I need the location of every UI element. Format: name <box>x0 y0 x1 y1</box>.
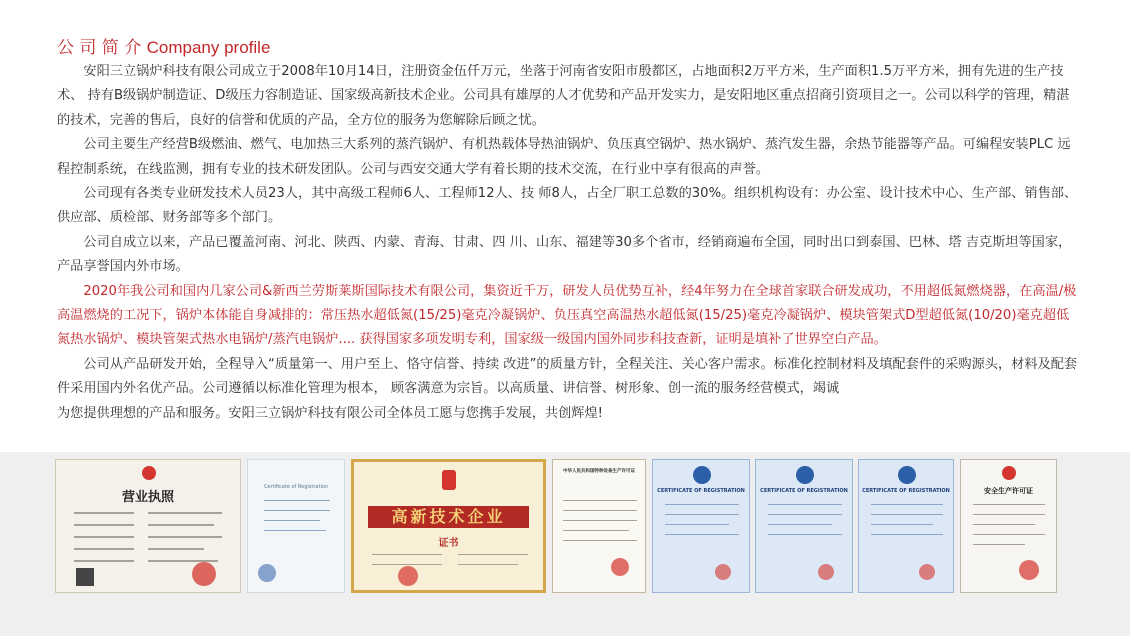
official-seal-icon <box>398 566 418 586</box>
paragraph-closing: 为您提供理想的产品和服务。安阳三立锅炉科技有限公司全体员工愿与您携手发展，共创辉煌! <box>57 405 603 421</box>
text-line <box>74 536 134 538</box>
text-line <box>973 534 1045 535</box>
certificate-registration <box>247 459 345 593</box>
text-line <box>768 504 842 505</box>
official-seal-icon <box>818 564 834 580</box>
text-line <box>372 554 442 555</box>
national-emblem-icon <box>1002 466 1016 480</box>
text-line <box>563 540 637 541</box>
text-line <box>74 524 134 526</box>
text-line <box>74 512 134 514</box>
official-seal-icon <box>919 564 935 580</box>
text-line <box>148 524 214 526</box>
certificate-manufacture-permit <box>552 459 646 593</box>
national-emblem-icon <box>142 466 156 480</box>
text-line <box>665 524 729 525</box>
certificate-title: 安全生产许可证 <box>984 487 1033 495</box>
certification-logo-icon <box>898 466 916 484</box>
text-line <box>264 520 320 521</box>
official-seal-icon <box>192 562 216 586</box>
text-line <box>563 500 637 501</box>
official-seal-icon <box>715 564 731 580</box>
certificate-title: Certificate of Registration <box>263 484 329 490</box>
paragraph-rnd-highlight: 2020年我公司和国内几家公司&新西兰劳斯莱斯国际技术有限公司，集资近千万，研发人员优势互补，经4年努力在全球首家联合研发成功，不用超低氮燃烧器，在高温/极高温燃烧的工况下，锅炉本体能自身减排的：常压热水超低氮(15/25)毫克冷凝锅炉、负压真空高温热水超低氮(15/25)毫克冷凝锅炉、模块管架式D型超低氮(10/20)毫克超低氮热水锅炉、模块管架式热水电锅炉/蒸汽电锅炉.... 获得国家多项发明专利，国家级一级国内国外同步科技查新，证明是填补了世界空白产品。 <box>57 283 1077 348</box>
text-line <box>871 524 933 525</box>
certification-logo-icon <box>693 466 711 484</box>
official-seal-icon <box>611 558 629 576</box>
text-line <box>973 524 1035 525</box>
official-seal-icon <box>1019 560 1039 580</box>
certificate-cqc-registration-2 <box>755 459 853 593</box>
section-title-zh: 公 司 简 介 <box>57 38 142 58</box>
paragraph-market: 公司自成立以来，产品已覆盖河南、河北、陕西、内蒙、青海、甘肃、四 川、山东、福建等30多个省市，经销商遍布全国，同时出口到泰国、巴林、塔 吉克斯坦等国家，产品享誉国内外市场。 <box>57 234 1072 275</box>
text-line <box>148 536 222 538</box>
text-line <box>148 512 222 514</box>
section-title-en: Company profile <box>146 38 271 57</box>
text-line <box>264 510 330 511</box>
text-line <box>768 534 842 535</box>
section-title <box>57 33 270 58</box>
certificate-safety-permit <box>960 459 1057 593</box>
text-line <box>665 514 739 515</box>
text-line <box>973 514 1045 515</box>
text-line <box>74 560 134 562</box>
qr-code-icon <box>76 568 94 586</box>
text-line <box>372 564 442 565</box>
text-line <box>768 524 832 525</box>
paragraph-staff: 公司现有各类专业研发技术人员23人，其中高级工程师6人、工程师12人、技 师8人，占全厂职工总数的30%。组织机构设有：办公室、设计技术中心、生产部、销售部、供应部、质检部、财务部等多个部门。 <box>57 186 1078 226</box>
logo-seal-icon <box>258 564 276 582</box>
text-line <box>563 520 637 521</box>
text-line <box>665 534 739 535</box>
text-line <box>563 510 637 511</box>
certificate-title: CERTIFICATE OF REGISTRATION <box>862 488 950 494</box>
certification-logo-icon <box>796 466 814 484</box>
certificate-cqc-registration-3 <box>858 459 954 593</box>
certificate-high-tech-enterprise <box>351 459 546 593</box>
certificate-business-license <box>55 459 241 593</box>
certificate-subtitle: 证书 <box>438 538 459 549</box>
text-line <box>264 500 330 501</box>
text-line <box>871 534 943 535</box>
text-line <box>148 548 204 550</box>
text-line <box>264 530 326 531</box>
text-line <box>563 530 629 531</box>
text-line <box>973 504 1045 505</box>
certificate-title: 营业执照 <box>121 490 174 505</box>
text-line <box>74 548 134 550</box>
certificate-title: CERTIFICATE OF REGISTRATION <box>760 488 848 494</box>
company-profile-text <box>57 60 1079 426</box>
text-line <box>871 514 943 515</box>
flame-emblem-icon <box>442 470 456 490</box>
text-line <box>871 504 943 505</box>
paragraph-products: 公司主要生产经营B级燃油、燃气、电加热三大系列的蒸汽锅炉、有机热载体导热油锅炉、负压真空锅炉、热水锅炉、蒸汽发生器，余热节能器等产品。可编程安装PLC 远程控制系统，在线监测，拥有专业的技术研发团队。公司与西安交通大学有着长期的技术交流，在行业中享有很高的声誉。 <box>57 137 1071 177</box>
text-line <box>973 544 1025 545</box>
text-line <box>665 504 739 505</box>
certificate-title: 高新技术企业 <box>368 506 529 528</box>
text-line <box>458 564 518 565</box>
paragraph-quality: 公司从产品研发开始，全程导入“质量第一、用户至上、恪守信誉、持续 改进”的质量方针，全程关注、关心客户需求。标准化控制材料及填配套件的采购源头，材料及配套件采用国内外名优产品。公司遵循以标准化管理为根本， 顾客满意为宗旨。以高质量、讲信誉、树形象、创一流的服务经营模式，竭诚 <box>57 356 1078 397</box>
text-line <box>458 554 528 555</box>
certificate-cqc-registration-1 <box>652 459 750 593</box>
certificate-title: 中华人民共和国特种设备生产许可证 <box>563 469 635 474</box>
paragraph-overview: 安阳三立锅炉科技有限公司成立于2008年10月14日，注册资金伍仟万元，坐落于河南省安阳市殷都区，占地面积2万平方米，生产面积1.5万平方米，拥有先进的生产技术、 持有B级锅炉制造证、D级压力容制造证、国家级高新技术企业。公司具有雄厚的人才优势和产品开发实力，是安阳地区重点招商引资项目之一。公司以科学的管理，精湛的技术，完善的售后，良好的信誉和优质的产品，全方位的服务为您解除后顾之忧。 <box>57 64 1070 128</box>
text-line <box>768 514 842 515</box>
certificate-title: CERTIFICATE OF REGISTRATION <box>657 488 745 494</box>
